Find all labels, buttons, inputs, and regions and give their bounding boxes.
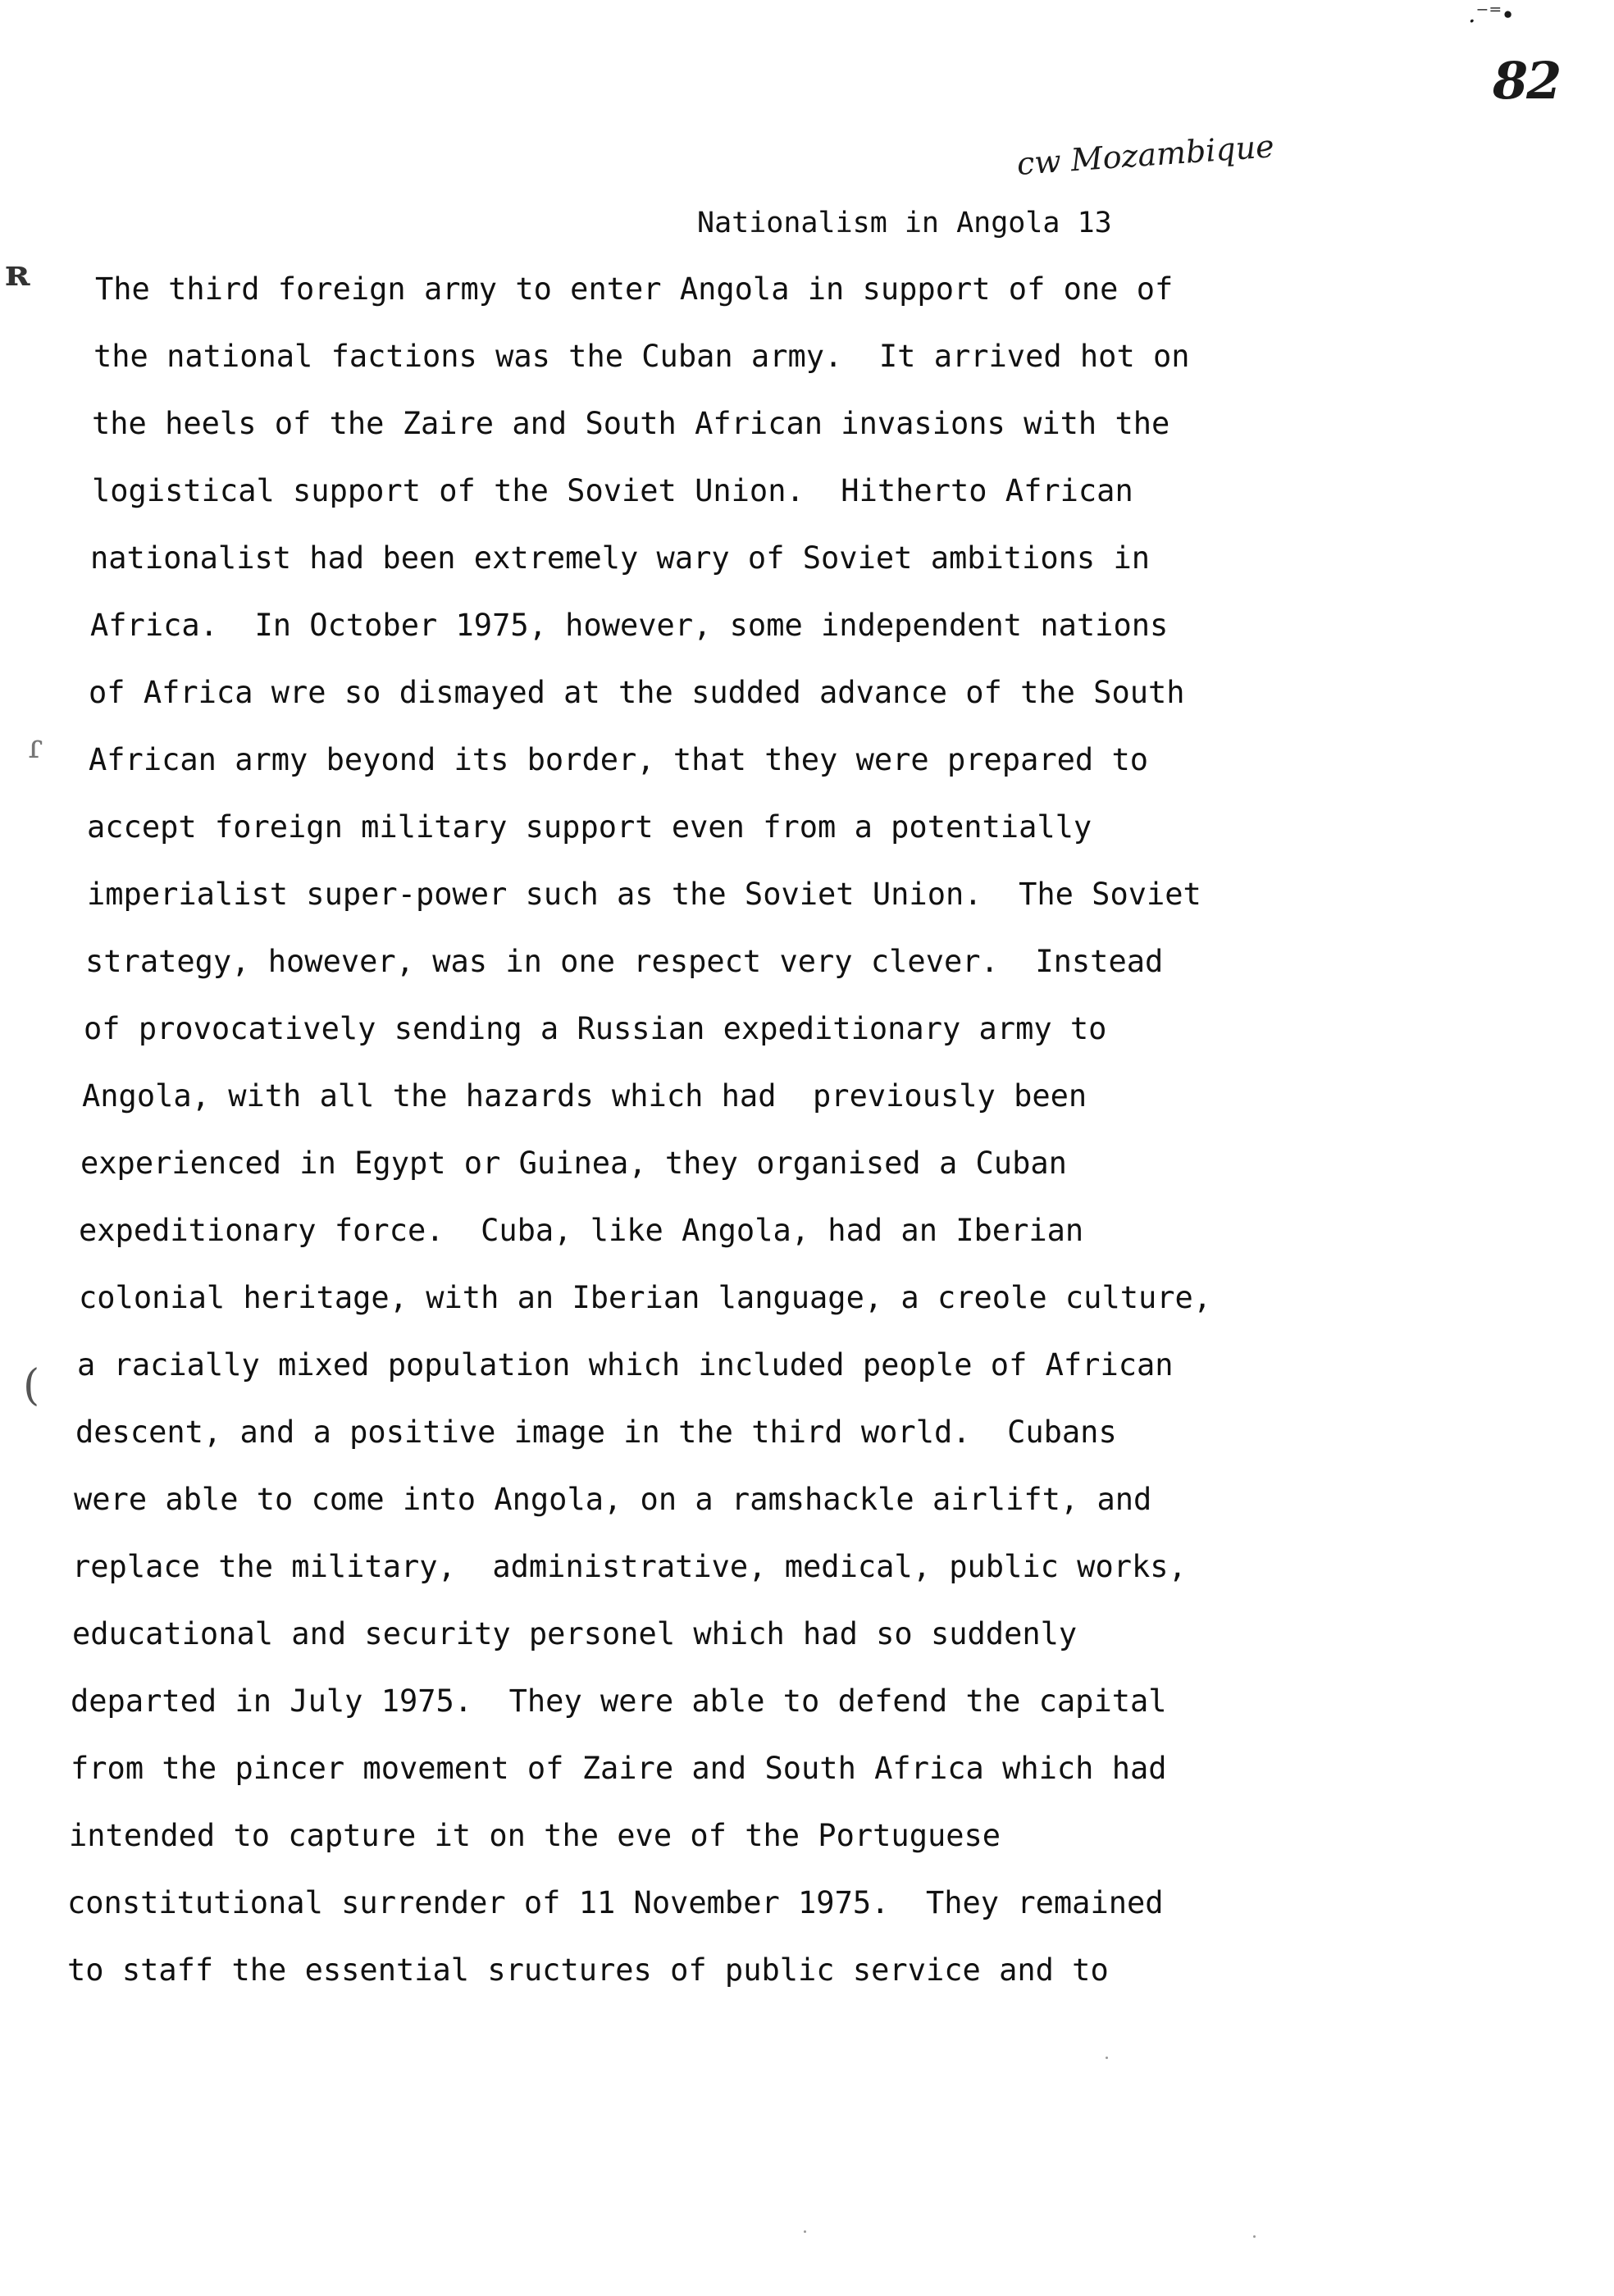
handwritten-page-number: 82 bbox=[1493, 51, 1561, 111]
paper-speck bbox=[804, 2230, 806, 2233]
body-line: descent, and a positive image in the third world. Cubans bbox=[75, 1414, 1117, 1450]
body-line: replace the military, administrative, medical, public works, bbox=[72, 1549, 1187, 1584]
body-line: constitutional surrender of 11 November 1975. They remained bbox=[67, 1885, 1164, 1920]
margin-mark: ɾ bbox=[28, 728, 43, 766]
body-line: to staff the essential sructures of public service and to bbox=[67, 1952, 1109, 1988]
body-line: educational and security personel which had so suddenly bbox=[72, 1616, 1078, 1651]
body-line: African army beyond its border, that they were prepared to bbox=[89, 742, 1149, 777]
body-line: expeditionary force. Cuba, like Angola, had an Iberian bbox=[79, 1213, 1084, 1248]
body-line: departed in July 1975. They were able to defend the capital bbox=[71, 1683, 1167, 1719]
body-line: of Africa wre so dismayed at the sudded advance of the South bbox=[89, 675, 1185, 710]
margin-mark: ( bbox=[23, 1361, 40, 1410]
body-line: strategy, however, was in one respect very clever. Instead bbox=[85, 944, 1164, 979]
body-line: intended to capture it on the eve of the Portuguese bbox=[69, 1818, 1001, 1853]
body-line: the national factions was the Cuban army. It arrived hot on bbox=[93, 339, 1190, 374]
handwritten-annotation: cw Mozambique bbox=[1015, 128, 1275, 182]
paper-speck bbox=[1253, 2235, 1256, 2238]
body-line: The third foreign army to enter Angola in support of one of bbox=[95, 271, 1174, 307]
body-line: imperialist super-power such as the Soviet Union. The Soviet bbox=[87, 877, 1201, 912]
body-line: colonial heritage, with an Iberian language, a creole culture, bbox=[79, 1280, 1212, 1315]
body-line: from the pincer movement of Zaire and South Africa which had bbox=[71, 1751, 1167, 1786]
paper-speck bbox=[1106, 2057, 1108, 2059]
body-line: were able to come into Angola, on a ramshackle airlift, and bbox=[74, 1482, 1152, 1517]
running-head: Nationalism in Angola 13 bbox=[697, 207, 1112, 239]
body-line: logistical support of the Soviet Union. Hitherto African bbox=[92, 473, 1133, 508]
body-line: Africa. In October 1975, however, some independent nations bbox=[90, 608, 1169, 643]
body-line: Angola, with all the hazards which had previously been bbox=[82, 1078, 1087, 1114]
body-line: a racially mixed population which included people of African bbox=[77, 1347, 1174, 1383]
corner-handwritten-mark: .⁻⁼∙ bbox=[1468, 0, 1514, 29]
body-line: experienced in Egypt or Guinea, they organised a Cuban bbox=[80, 1146, 1067, 1181]
body-line: nationalist had been extremely wary of Soviet ambitions in bbox=[90, 540, 1151, 576]
body-line: accept foreign military support even from a potentially bbox=[87, 809, 1092, 845]
body-line: the heels of the Zaire and South African invasions with the bbox=[92, 406, 1170, 441]
margin-mark: ʀ bbox=[5, 253, 30, 294]
body-line: of provocatively sending a Russian expeditionary army to bbox=[84, 1011, 1107, 1046]
